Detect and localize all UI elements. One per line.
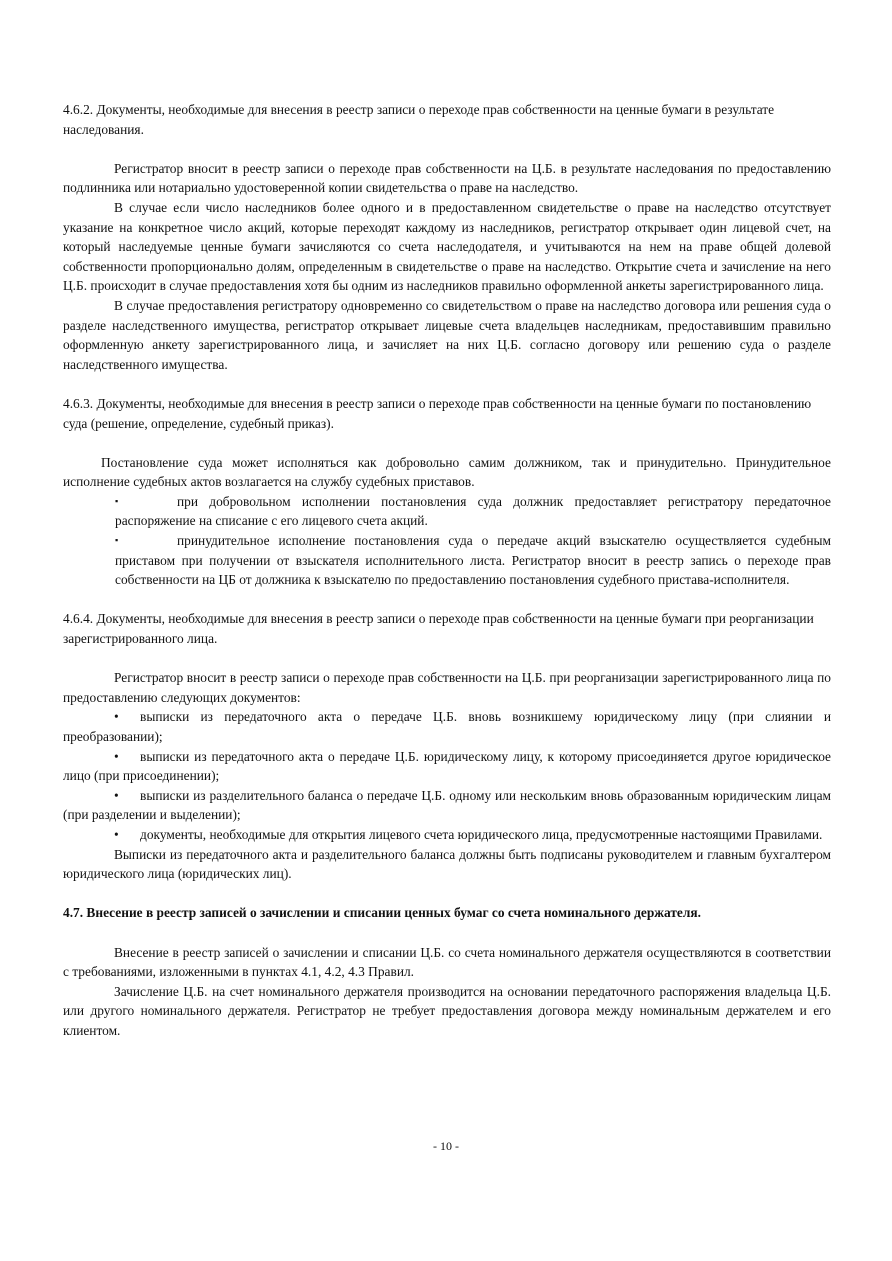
list-item-text: при добровольном исполнении постановления суда должник предоставляет регистратору передаточное распоряжение на списание с его лицевого счета акций. <box>115 493 831 529</box>
paragraph: Постановление суда может исполняться как добровольно самим должником, так и принудительно. Принудительное исполнение судебных актов возлагается на службу судебных приставов. <box>63 454 831 490</box>
round-bullet-icon: • <box>114 826 119 842</box>
round-bullet-icon: • <box>114 709 119 725</box>
paragraph: Регистратор вносит в реестр записи о переходе прав собственности на Ц.Б. при реорганизации зарегистрированного лица по предоставлению следующих документов: <box>63 670 831 705</box>
round-bullet-icon: • <box>114 748 119 764</box>
square-bullet-icon: ▪ <box>115 495 119 506</box>
list-item <box>63 747 831 786</box>
list-item <box>63 707 831 746</box>
list-item-text: документы, необходимые для открытия лицевого счета юридического лица, предусмотренные настоящими Правилами. <box>140 826 823 842</box>
list-item-text: выписки из передаточного акта о передаче Ц.Б. юридическому лицу, к которому присоединяется другое юридическое лицо (при присоединении); <box>63 748 831 784</box>
list-item-text: выписки из разделительного баланса о передаче Ц.Б. одному или нескольким вновь образованным юридическим лицам (при разделении и выделении); <box>63 787 831 823</box>
section-heading-4-7: 4.7. Внесение в реестр записей о зачислении и списании ценных бумаг со счета номинального держателя. <box>63 905 701 921</box>
page-number: - 10 - <box>433 1139 459 1153</box>
list-item <box>63 531 831 590</box>
list-item-text: выписки из передаточного акта о передаче Ц.Б. вновь возникшему юридическому лицу (при слиянии и преобразовании); <box>63 709 831 744</box>
paragraph: В случае если число наследников более одного и в предоставленном свидетельстве о праве на наследство отсутствует указание на конкретное число акций, которые переходят каждому из наследников, регистратор открывает один лицевой счет, на который наследуемые ценные бумаги зачисляются со счета наследодателя, и учитываются на нем на праве общей долевой собственности пропорционально долям, определенным в свидетельстве о праве на наследство. Открытие счета и зачисление на него Ц.Б. происходит в случае предоставления хотя бы одним из наследников правильно оформленной анкеты зарегистрированного лица. <box>63 199 831 294</box>
section-heading-4-6-3: 4.6.3. Документы, необходимые для внесения в реестр записи о переходе прав собственности на ценные бумаги по постановлению суда (решение, определение, судебный приказ). <box>63 395 812 431</box>
paragraph: В случае предоставления регистратору одновременно со свидетельством о праве на наследство договора или решения суда о разделе наследственного имущества, регистратор открывает лицевые счета владельцев наследникам, предоставившим правильно оформленную анкету зарегистрированного лица, и зачисляет на них Ц.Б. согласно договору или решению суда о разделе наследственного имущества. <box>63 297 831 372</box>
square-bullet-icon: ▪ <box>115 535 119 546</box>
paragraph: Выписки из передаточного акта и разделительного баланса должны быть подписаны руководителем и главным бухгалтером юридического лица (юридических лиц). <box>63 846 831 882</box>
list-item <box>63 825 831 845</box>
paragraph: Регистратор вносит в реестр записи о переходе прав собственности на Ц.Б. в результате наследования по предоставлению подлинника или нотариально удостоверенной копии свидетельства о праве на наследство. <box>63 160 831 196</box>
round-bullet-icon: • <box>114 787 119 803</box>
section-heading-4-6-4: 4.6.4. Документы, необходимые для внесения в реестр записи о переходе прав собственности на ценные бумаги при реорганизации зарегистрированного лица. <box>63 611 814 647</box>
list-item <box>63 492 831 531</box>
list-item-text: принудительное исполнение постановления суда о передаче акций взыскателю осуществляется судебным приставом при получении от взыскателя исполнительного листа. Регистратор вносит в реестр запись о переходе прав собственности на ЦБ от должника к взыскателю по предоставлению постановления судебного пристава-исполнителя. <box>115 533 831 588</box>
paragraph: Зачисление Ц.Б. на счет номинального держателя производится на основании передаточного распоряжения владельца Ц.Б. или другого номинального держателя. Регистратор не требует предоставления договора между номинальным держателем и его клиентом. <box>63 983 831 1038</box>
paragraph: Внесение в реестр записей о зачислении и списании Ц.Б. со счета номинального держателя осуществляются в соответствии с требованиями, изложенными в пунктах 4.1, 4.2, 4.3 Правил. <box>63 944 831 980</box>
section-heading-4-6-2: 4.6.2. Документы, необходимые для внесения в реестр записи о переходе прав собственности на ценные бумаги в результате наследования. <box>63 102 775 137</box>
list-item <box>63 786 831 825</box>
